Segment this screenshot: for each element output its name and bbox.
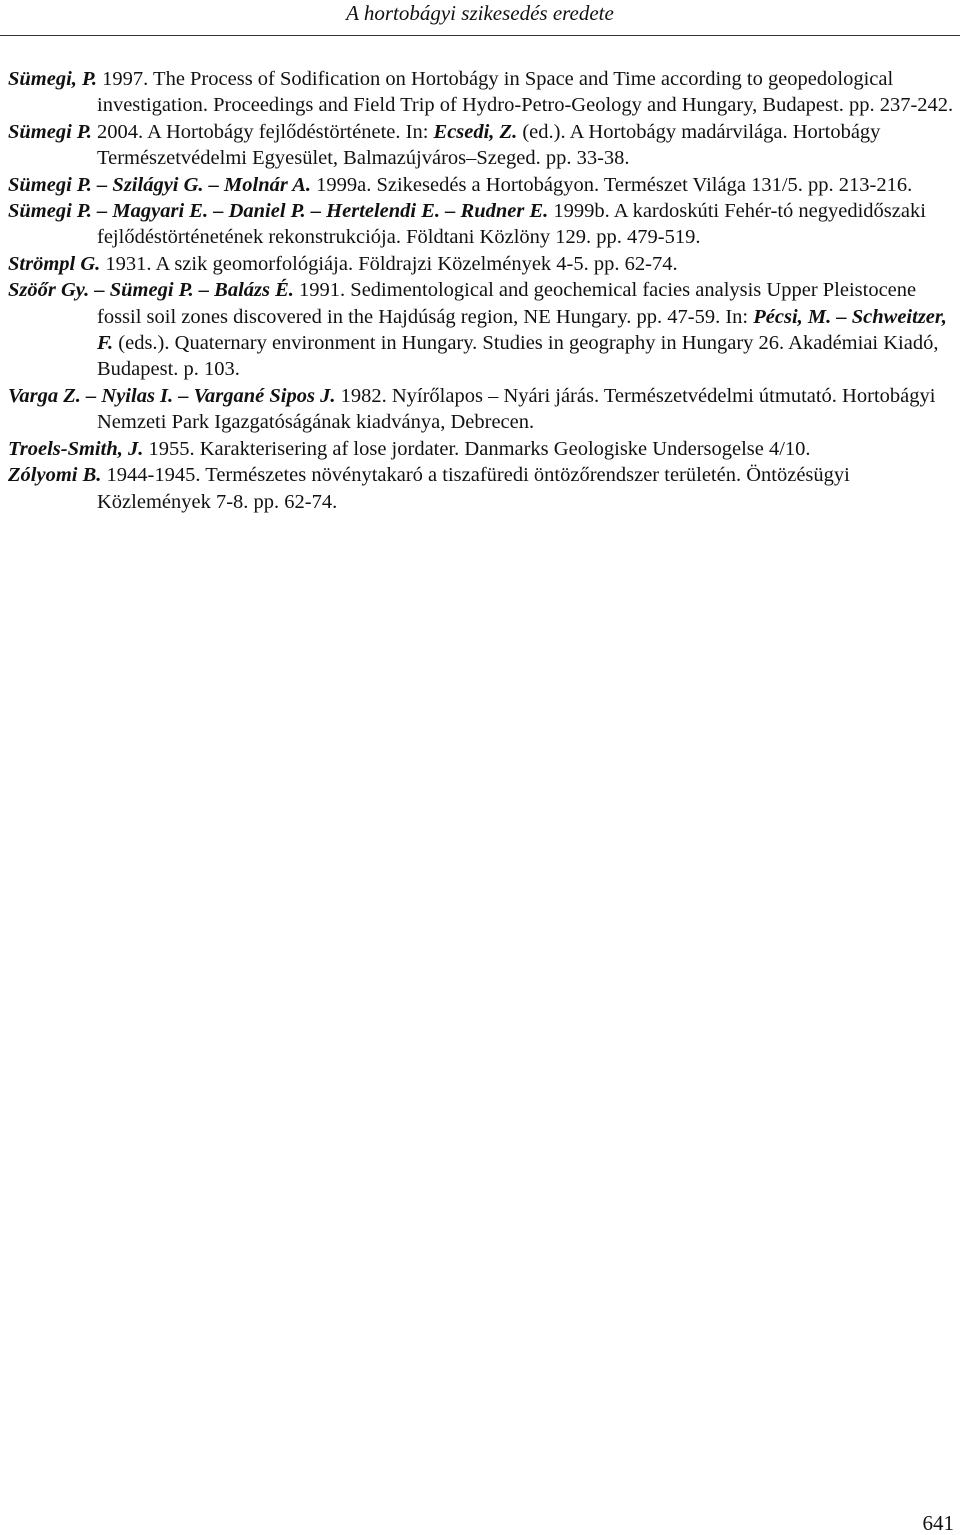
reference-authors: Varga Z. – Nyilas I. – Vargané Sipos J.: [8, 384, 336, 407]
page-number: 641: [922, 1511, 954, 1535]
reference-item: [8, 198, 954, 251]
reference-item: [8, 172, 954, 198]
reference-item: [8, 119, 954, 172]
reference-authors: Troels-Smith, J.: [8, 437, 144, 460]
reference-authors: Strömpl G.: [8, 252, 101, 275]
reference-text: 1982. Nyírőlapos – Nyári járás. Természetvédelmi útmutató. Hortobágyi Nemzeti Park Igazgatóságának kiadványa, Debrecen.: [97, 384, 936, 434]
reference-text: 1997. The Process of Sodification on Hortobágy in Space and Time according to geopedological investigation. Proceedings and Field Trip of Hydro-Petro-Geology and Hungary, Budapest. pp. 237-242.: [97, 68, 954, 117]
reference-item: [8, 66, 954, 119]
reference-text: (eds.). Quaternary environment in Hungary. Studies in geography in Hungary 26. Akadémiai Kiadó, Budapest. p. 103.: [97, 332, 939, 381]
reference-item: [8, 251, 954, 277]
reference-item: [8, 436, 954, 462]
reference-list: [8, 66, 954, 515]
reference-item: [8, 462, 954, 515]
reference-authors: Szöőr Gy. – Sümegi P. – Balázs É.: [8, 279, 294, 302]
reference-authors: Sümegi P. – Szilágyi G. – Molnár A.: [8, 173, 312, 196]
reference-editor: Pécsi, M. – Schweitzer, F.: [97, 305, 947, 355]
reference-authors: Sümegi P. – Magyari E. – Daniel P. – Hertelendi E. – Rudner E.: [8, 200, 549, 223]
reference-authors: Zólyomi B.: [8, 464, 102, 487]
reference-text: 1991. Sedimentological and geochemical facies analysis Upper Pleistocene fossil soil zones discovered in the Hajdúság region, NE Hungary. pp. 47-59. In:: [97, 279, 917, 328]
running-header-title: A hortobágyi szikesedés eredete: [346, 1, 614, 25]
reference-text: 1931. A szik geomorfológiája. Földrajzi Közelmények 4-5. pp. 62-74.: [100, 252, 678, 275]
running-header: [0, 0, 960, 36]
reference-authors: Sümegi P.: [8, 120, 92, 143]
header-rule: [0, 35, 960, 36]
reference-item: [8, 277, 954, 383]
reference-text: 1999b. A kardoskúti Fehér-tó negyedidőszaki fejlődéstörténetének rekonstrukciója. Földtani Közlöny 129. pp. 479-519.: [97, 200, 926, 249]
reference-text: 1944-1945. Természetes növénytakaró a tiszafüredi öntözőrendszer területén. Öntözésügyi Közlemények 7-8. pp. 62-74.: [97, 464, 850, 513]
reference-text: 1955. Karakterisering af lose jordater. Danmarks Geologiske Undersogelse 4/10.: [143, 437, 811, 460]
reference-authors: Sümegi, P.: [8, 68, 98, 90]
reference-text: (ed.). A Hortobágy madárvilága. Hortobágy Természetvédelmi Egyesület, Balmazújváros–Szeged. pp. 33-38.: [97, 120, 881, 170]
reference-editor: Ecsedi, Z.: [433, 120, 518, 143]
reference-text: 2004. A Hortobágy fejlődéstörténete. In:: [91, 120, 434, 143]
reference-text: 1999a. Szikesedés a Hortobágyon. Természet Világa 131/5. pp. 213-216.: [311, 173, 913, 196]
reference-item: [8, 383, 954, 436]
